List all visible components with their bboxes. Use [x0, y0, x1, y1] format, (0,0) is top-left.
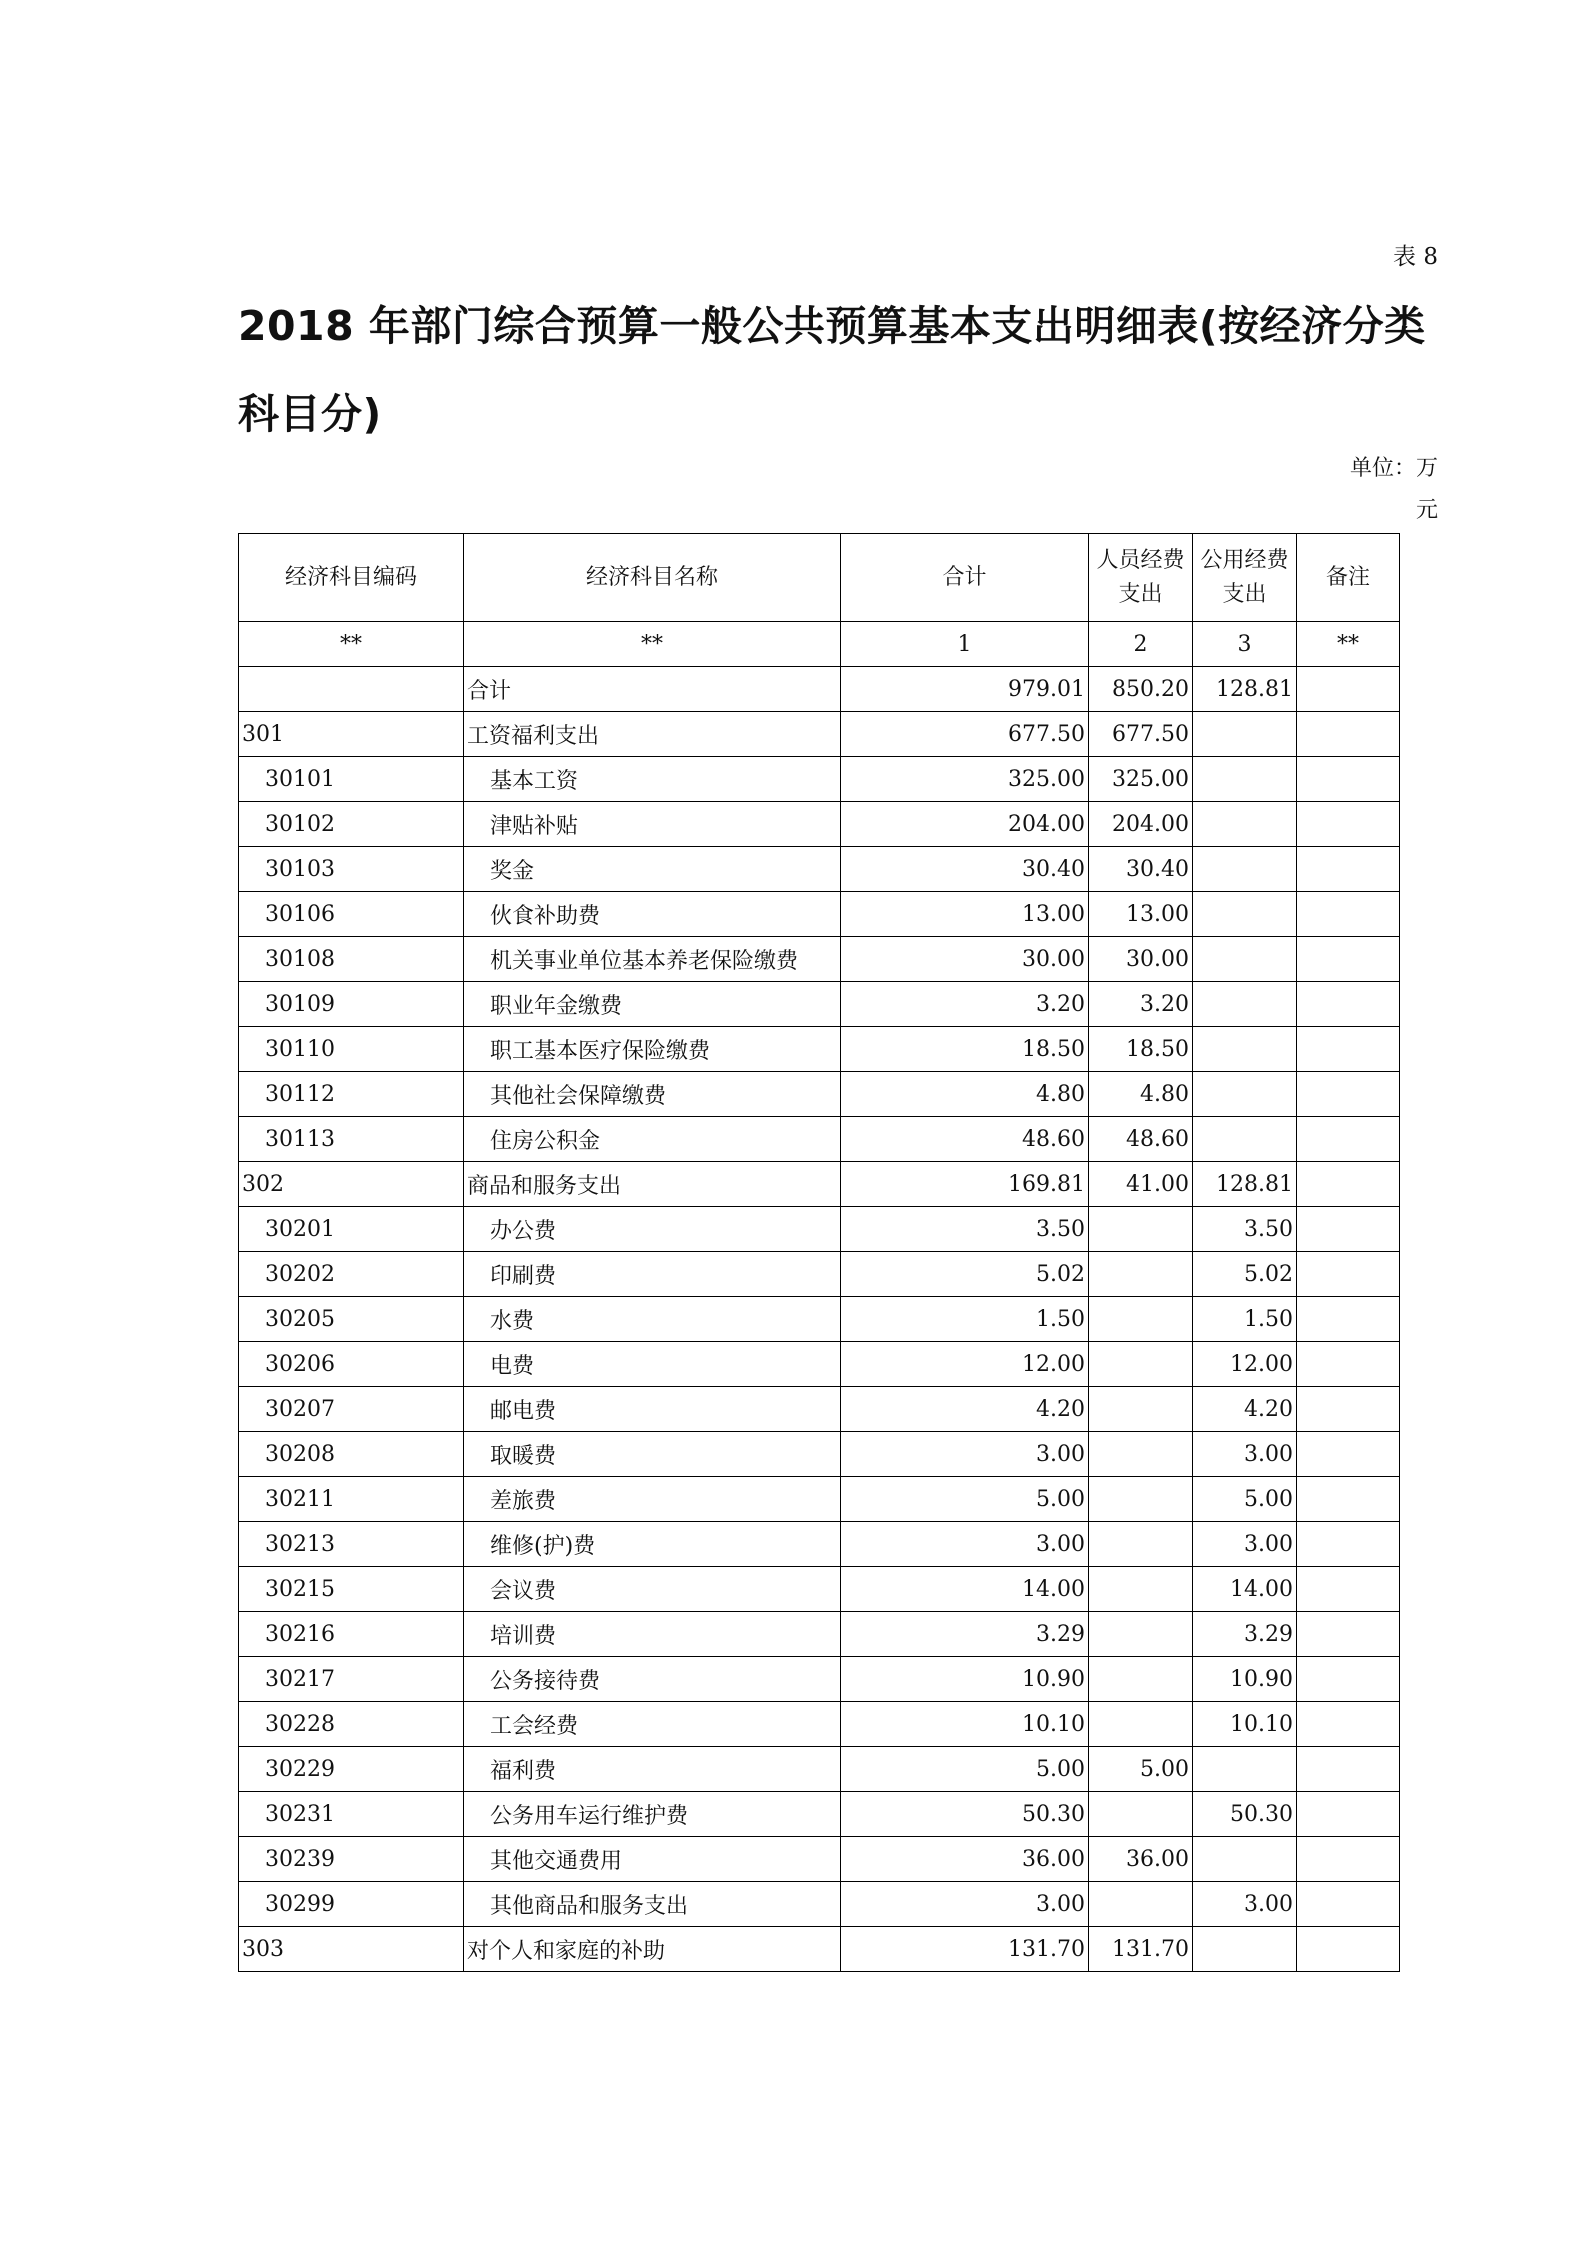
table-row	[239, 802, 1400, 847]
table-row	[239, 1747, 1400, 1792]
total-cell: 5.02	[841, 1252, 1089, 1297]
public-cell: 4.20	[1193, 1387, 1297, 1432]
name-cell: 印刷费	[464, 1252, 841, 1297]
public-cell	[1193, 1027, 1297, 1072]
note-cell	[1297, 1477, 1400, 1522]
code-cell: 30213	[239, 1522, 464, 1567]
code-cell: 30231	[239, 1792, 464, 1837]
note-cell	[1297, 1702, 1400, 1747]
personnel-cell	[1089, 1387, 1193, 1432]
note-cell	[1297, 892, 1400, 937]
name-cell: 取暖费	[464, 1432, 841, 1477]
code-cell: 30217	[239, 1657, 464, 1702]
header-total: 合计	[841, 534, 1089, 622]
total-cell: 4.80	[841, 1072, 1089, 1117]
note-cell	[1297, 1522, 1400, 1567]
total-cell: 36.00	[841, 1837, 1089, 1882]
name-cell: 维修(护)费	[464, 1522, 841, 1567]
name-cell: 其他交通费用	[464, 1837, 841, 1882]
name-cell: 培训费	[464, 1612, 841, 1657]
personnel-cell: 850.20	[1089, 667, 1193, 712]
index-cell: **	[464, 622, 841, 667]
personnel-cell	[1089, 1432, 1193, 1477]
table-row	[239, 1117, 1400, 1162]
code-cell: 30109	[239, 982, 464, 1027]
code-cell: 30201	[239, 1207, 464, 1252]
total-cell: 3.50	[841, 1207, 1089, 1252]
personnel-cell: 36.00	[1089, 1837, 1193, 1882]
table-number: 表 8	[1393, 244, 1438, 270]
personnel-cell	[1089, 1252, 1193, 1297]
table-row	[239, 757, 1400, 802]
code-cell: 30113	[239, 1117, 464, 1162]
public-cell: 12.00	[1193, 1342, 1297, 1387]
total-cell: 18.50	[841, 1027, 1089, 1072]
personnel-cell: 5.00	[1089, 1747, 1193, 1792]
total-cell: 131.70	[841, 1927, 1089, 1972]
public-cell	[1193, 847, 1297, 892]
note-cell	[1297, 1387, 1400, 1432]
name-cell: 机关事业单位基本养老保险缴费	[464, 937, 841, 982]
total-cell: 10.10	[841, 1702, 1089, 1747]
personnel-cell: 131.70	[1089, 1927, 1193, 1972]
note-cell	[1297, 1252, 1400, 1297]
total-cell: 5.00	[841, 1477, 1089, 1522]
public-cell	[1193, 982, 1297, 1027]
personnel-cell	[1089, 1567, 1193, 1612]
total-cell: 30.40	[841, 847, 1089, 892]
name-cell: 福利费	[464, 1747, 841, 1792]
table-row	[239, 1207, 1400, 1252]
name-cell: 商品和服务支出	[464, 1162, 841, 1207]
header-personnel-line-1: 人员经费	[1096, 547, 1185, 573]
note-cell	[1297, 802, 1400, 847]
personnel-cell: 4.80	[1089, 1072, 1193, 1117]
table-row	[239, 1792, 1400, 1837]
name-cell: 公务接待费	[464, 1657, 841, 1702]
header-personnel	[1089, 534, 1193, 622]
name-cell: 电费	[464, 1342, 841, 1387]
public-cell	[1193, 937, 1297, 982]
note-cell	[1297, 1117, 1400, 1162]
index-cell: **	[1297, 622, 1400, 667]
public-cell: 50.30	[1193, 1792, 1297, 1837]
note-cell	[1297, 1792, 1400, 1837]
table-row	[239, 1387, 1400, 1432]
code-cell: 30205	[239, 1297, 464, 1342]
personnel-cell	[1089, 1522, 1193, 1567]
note-cell	[1297, 1747, 1400, 1792]
header-public-line-1: 公用经费	[1200, 547, 1289, 573]
table-row	[239, 1522, 1400, 1567]
note-cell	[1297, 1162, 1400, 1207]
note-cell	[1297, 1837, 1400, 1882]
index-cell: 1	[841, 622, 1089, 667]
table-row	[239, 1027, 1400, 1072]
total-cell: 3.00	[841, 1432, 1089, 1477]
name-cell: 邮电费	[464, 1387, 841, 1432]
unit-line-2: 元	[1415, 498, 1438, 523]
name-cell: 办公费	[464, 1207, 841, 1252]
header-personnel-line-2: 支出	[1118, 581, 1163, 607]
personnel-cell	[1089, 1207, 1193, 1252]
index-cell: **	[239, 622, 464, 667]
name-cell: 工资福利支出	[464, 712, 841, 757]
header-public	[1193, 534, 1297, 622]
table-row	[239, 1072, 1400, 1117]
code-cell: 30112	[239, 1072, 464, 1117]
code-cell	[239, 667, 464, 712]
name-cell: 其他商品和服务支出	[464, 1882, 841, 1927]
title-line-1: 2018 年部门综合预算一般公共预算基本支出明细表(按经济分类	[238, 302, 1426, 350]
code-cell: 30206	[239, 1342, 464, 1387]
code-cell: 30228	[239, 1702, 464, 1747]
note-cell	[1297, 982, 1400, 1027]
public-cell: 3.50	[1193, 1207, 1297, 1252]
total-cell: 4.20	[841, 1387, 1089, 1432]
note-cell	[1297, 1612, 1400, 1657]
name-cell: 住房公积金	[464, 1117, 841, 1162]
table-row	[239, 1657, 1400, 1702]
unit-line-1: 单位：万	[1349, 456, 1438, 481]
code-cell: 30229	[239, 1747, 464, 1792]
note-cell	[1297, 1342, 1400, 1387]
note-cell	[1297, 937, 1400, 982]
public-cell: 10.10	[1193, 1702, 1297, 1747]
code-cell: 30103	[239, 847, 464, 892]
name-cell: 工会经费	[464, 1702, 841, 1747]
personnel-cell: 13.00	[1089, 892, 1193, 937]
total-cell: 30.00	[841, 937, 1089, 982]
code-cell: 30208	[239, 1432, 464, 1477]
name-cell: 津贴补贴	[464, 802, 841, 847]
note-cell	[1297, 1072, 1400, 1117]
total-cell: 979.01	[841, 667, 1089, 712]
document-title	[238, 282, 1438, 458]
personnel-cell: 325.00	[1089, 757, 1193, 802]
name-cell: 会议费	[464, 1567, 841, 1612]
code-cell: 30239	[239, 1837, 464, 1882]
table-row	[239, 1477, 1400, 1522]
code-cell: 30215	[239, 1567, 464, 1612]
note-cell	[1297, 1297, 1400, 1342]
total-cell: 3.00	[841, 1882, 1089, 1927]
public-cell: 5.00	[1193, 1477, 1297, 1522]
public-cell	[1193, 892, 1297, 937]
code-cell: 302	[239, 1162, 464, 1207]
table-row	[239, 1882, 1400, 1927]
index-cell: 3	[1193, 622, 1297, 667]
public-cell: 3.29	[1193, 1612, 1297, 1657]
expenditure-table	[238, 533, 1400, 1972]
name-cell: 公务用车运行维护费	[464, 1792, 841, 1837]
index-row	[239, 622, 1400, 667]
public-cell: 10.90	[1193, 1657, 1297, 1702]
note-cell	[1297, 1657, 1400, 1702]
public-cell: 3.00	[1193, 1882, 1297, 1927]
title-line-2: 科目分)	[238, 390, 382, 438]
public-cell	[1193, 757, 1297, 802]
public-cell: 3.00	[1193, 1522, 1297, 1567]
public-cell: 1.50	[1193, 1297, 1297, 1342]
table-row	[239, 1612, 1400, 1657]
table-row	[239, 1567, 1400, 1612]
note-cell	[1297, 712, 1400, 757]
total-cell: 325.00	[841, 757, 1089, 802]
table-row	[239, 667, 1400, 712]
total-cell: 13.00	[841, 892, 1089, 937]
note-cell	[1297, 667, 1400, 712]
name-cell: 伙食补助费	[464, 892, 841, 937]
header-note: 备注	[1297, 534, 1400, 622]
name-cell: 差旅费	[464, 1477, 841, 1522]
personnel-cell: 30.40	[1089, 847, 1193, 892]
public-cell: 14.00	[1193, 1567, 1297, 1612]
table-row	[239, 1252, 1400, 1297]
name-cell: 奖金	[464, 847, 841, 892]
personnel-cell: 41.00	[1089, 1162, 1193, 1207]
code-cell: 30299	[239, 1882, 464, 1927]
name-cell: 合计	[464, 667, 841, 712]
unit-label	[1318, 448, 1438, 532]
personnel-cell: 48.60	[1089, 1117, 1193, 1162]
note-cell	[1297, 1927, 1400, 1972]
note-cell	[1297, 1207, 1400, 1252]
name-cell: 其他社会保障缴费	[464, 1072, 841, 1117]
table-row	[239, 1927, 1400, 1972]
public-cell: 3.00	[1193, 1432, 1297, 1477]
note-cell	[1297, 1432, 1400, 1477]
table-row	[239, 1342, 1400, 1387]
personnel-cell: 18.50	[1089, 1027, 1193, 1072]
total-cell: 169.81	[841, 1162, 1089, 1207]
personnel-cell	[1089, 1297, 1193, 1342]
table-row	[239, 937, 1400, 982]
table-row	[239, 1162, 1400, 1207]
header-code: 经济科目编码	[239, 534, 464, 622]
header-public-line-2: 支出	[1222, 581, 1267, 607]
total-cell: 5.00	[841, 1747, 1089, 1792]
header-name: 经济科目名称	[464, 534, 841, 622]
total-cell: 204.00	[841, 802, 1089, 847]
public-cell	[1193, 802, 1297, 847]
public-cell	[1193, 1072, 1297, 1117]
code-cell: 30102	[239, 802, 464, 847]
note-cell	[1297, 1567, 1400, 1612]
public-cell: 128.81	[1193, 667, 1297, 712]
total-cell: 1.50	[841, 1297, 1089, 1342]
table-row	[239, 1702, 1400, 1747]
table-row	[239, 1432, 1400, 1477]
public-cell	[1193, 1747, 1297, 1792]
personnel-cell	[1089, 1882, 1193, 1927]
personnel-cell: 30.00	[1089, 937, 1193, 982]
public-cell	[1193, 1927, 1297, 1972]
name-cell: 职业年金缴费	[464, 982, 841, 1027]
personnel-cell	[1089, 1477, 1193, 1522]
code-cell: 301	[239, 712, 464, 757]
table-row	[239, 1837, 1400, 1882]
name-cell: 基本工资	[464, 757, 841, 802]
code-cell: 30108	[239, 937, 464, 982]
total-cell: 14.00	[841, 1567, 1089, 1612]
personnel-cell: 204.00	[1089, 802, 1193, 847]
name-cell: 对个人和家庭的补助	[464, 1927, 841, 1972]
code-cell: 30110	[239, 1027, 464, 1072]
table-row	[239, 982, 1400, 1027]
total-cell: 10.90	[841, 1657, 1089, 1702]
table-row	[239, 847, 1400, 892]
total-cell: 50.30	[841, 1792, 1089, 1837]
personnel-cell	[1089, 1702, 1193, 1747]
personnel-cell	[1089, 1342, 1193, 1387]
code-cell: 30106	[239, 892, 464, 937]
index-cell: 2	[1089, 622, 1193, 667]
personnel-cell	[1089, 1657, 1193, 1702]
name-cell: 职工基本医疗保险缴费	[464, 1027, 841, 1072]
note-cell	[1297, 1882, 1400, 1927]
table-row	[239, 1297, 1400, 1342]
name-cell: 水费	[464, 1297, 841, 1342]
personnel-cell	[1089, 1792, 1193, 1837]
public-cell: 128.81	[1193, 1162, 1297, 1207]
code-cell: 30211	[239, 1477, 464, 1522]
personnel-cell	[1089, 1612, 1193, 1657]
header-row	[239, 534, 1400, 622]
total-cell: 677.50	[841, 712, 1089, 757]
total-cell: 3.20	[841, 982, 1089, 1027]
public-cell	[1193, 1837, 1297, 1882]
note-cell	[1297, 1027, 1400, 1072]
public-cell	[1193, 1117, 1297, 1162]
personnel-cell: 677.50	[1089, 712, 1193, 757]
table-row	[239, 892, 1400, 937]
code-cell: 30216	[239, 1612, 464, 1657]
code-cell: 303	[239, 1927, 464, 1972]
total-cell: 3.29	[841, 1612, 1089, 1657]
public-cell: 5.02	[1193, 1252, 1297, 1297]
total-cell: 3.00	[841, 1522, 1089, 1567]
personnel-cell: 3.20	[1089, 982, 1193, 1027]
code-cell: 30207	[239, 1387, 464, 1432]
note-cell	[1297, 847, 1400, 892]
code-cell: 30202	[239, 1252, 464, 1297]
public-cell	[1193, 712, 1297, 757]
table-row	[239, 712, 1400, 757]
note-cell	[1297, 757, 1400, 802]
total-cell: 12.00	[841, 1342, 1089, 1387]
code-cell: 30101	[239, 757, 464, 802]
total-cell: 48.60	[841, 1117, 1089, 1162]
